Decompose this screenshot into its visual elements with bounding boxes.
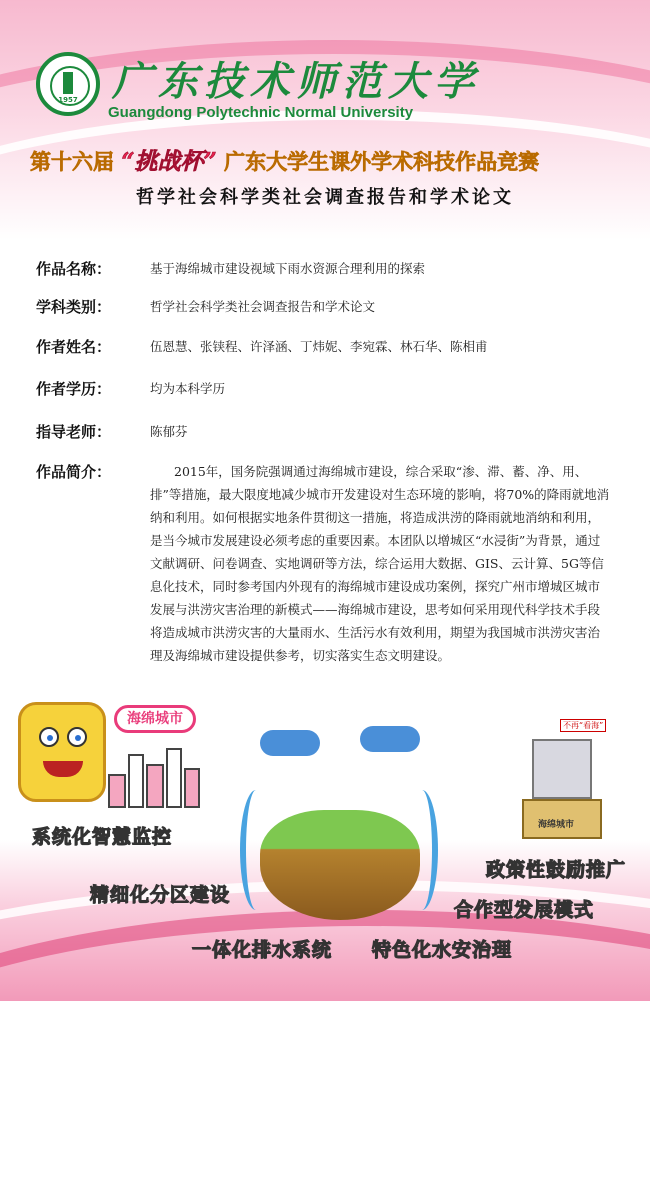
slogan-text: 精细化分区建设 [90,884,231,906]
field-label: 学科类别： [36,298,112,316]
building-shape [128,754,144,808]
field-label: 作品简介： [36,463,112,481]
field-value: 基于海绵城市建设视域下雨水资源合理利用的探索 [150,261,426,276]
abstract-text: 2015年，国务院强调通过海绵城市建设，综合采取“渗、滞、蓄、净、用、排”等措施，最大限度地减少城市开发建设对生态环境的影响，将70%的降雨就地消纳和利用。如何根据实地条件贯彻这一措施，将造成洪涝的降雨就地消纳和利用，是当今城市发展建设必须考虑的重要因素。本团队以增城区“水浸街”为背景，通过文献调研、问卷调查、实地调研等方法，综合运用大数据、GIS、云计算、5G等信息化技术，同时参考国内外现有的海绵城市建设成功案例，探究广州市增城区城市发展与洪涝灾害治理的新模式——海绵城市建设，思考如何采用现代科学技术手段将造成城市洪涝灾害的大量雨水、生活污水有效利用，期望为我国城市洪涝灾害治理及海绵城市建设提供参考，切实落实生态文明建设。 [150,464,610,663]
field-label: 作者姓名： [36,338,112,356]
city-skyline-icon [104,742,204,808]
mascot-eye [39,727,59,747]
competition-prefix: 第十六届 [30,149,114,174]
building-shape [184,768,200,808]
competition-highlight: “挑战杯” [121,148,217,175]
logo-building-icon [63,72,73,94]
slogan-text: 特色化水安治理 [372,939,513,961]
field-label: 指导老师： [36,423,112,441]
ground-layer [260,810,420,920]
slogan-text: 政策性鼓励推广 [486,859,627,881]
building-sign: 不再“看海” [560,719,606,732]
competition-title [30,143,539,176]
rain-cloud-icon [360,726,420,752]
field-value: 陈郁芬 [150,424,188,439]
field-value: 均为本科学历 [150,381,226,396]
building-tag: 海绵城市 [538,820,575,830]
speech-bubble: 海绵城市 [114,705,196,733]
rain-building-icon [516,715,608,843]
building-shape [532,739,592,799]
slogan-text: 系统化智慧监控 [32,826,173,848]
field-label: 作品名称： [36,260,112,278]
university-name-en: Guangdong Polytechnic Normal University [108,104,414,121]
building-shape [108,774,126,808]
sponge-city-diagram [220,730,450,940]
field-value: 哲学社会科学类社会调查报告和学术论文 [150,299,376,314]
category-subtitle: 哲学社会科学类社会调查报告和学术论文 [136,187,514,208]
university-logo [36,52,100,116]
field-label: 作者学历： [36,380,112,398]
rain-cloud-icon [260,730,320,756]
sponge-mascot-icon [18,702,106,802]
university-name-cn: 广东技术师范大学 [112,58,480,105]
slogan-text: 一体化排水系统 [192,939,333,961]
building-shape [146,764,164,808]
slogan-text: 合作型发展模式 [454,899,595,921]
field-value: 伍恩慧、张铗程、许泽涵、丁炜妮、李宛霖、林石华、陈相甫 [150,339,488,354]
logo-year: 1957 [58,96,78,104]
building-shape [166,748,182,808]
competition-suffix: 广东大学生课外学术科技作品竞赛 [224,149,540,174]
mascot-eye [67,727,87,747]
mascot-mouth [43,761,83,777]
